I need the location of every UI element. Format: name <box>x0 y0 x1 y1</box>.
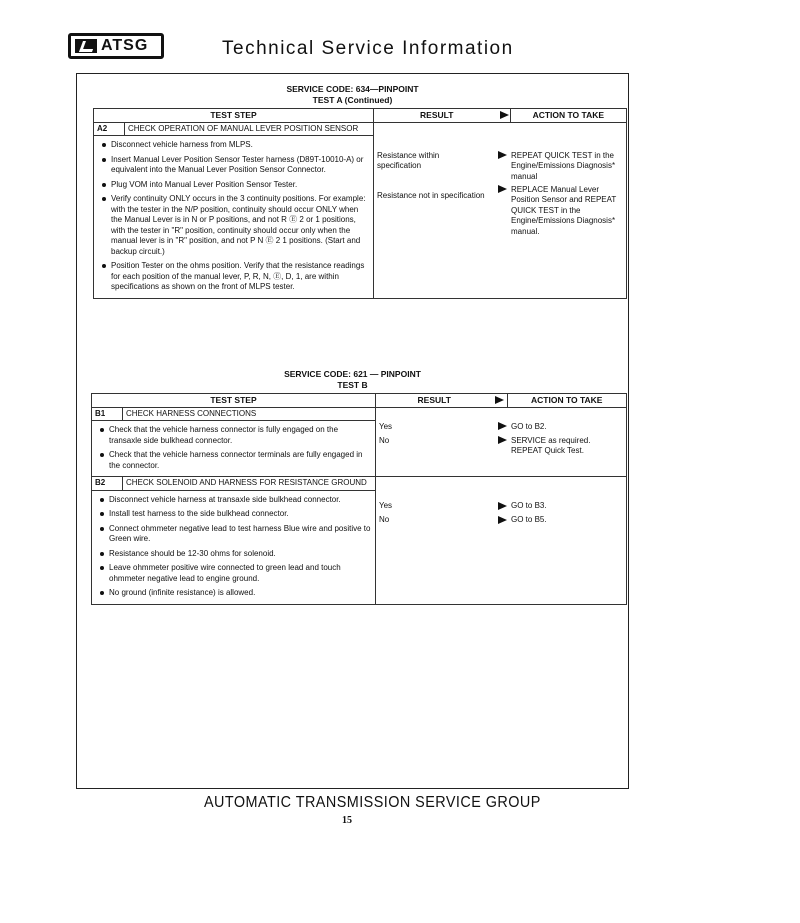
bullet-item: Disconnect vehicle harness at transaxle side bulkhead connector. <box>109 495 372 506</box>
test-a-name: TEST A (Continued) <box>312 95 393 105</box>
service-code-b-label: SERVICE CODE: 621 — PINPOINT <box>284 369 421 379</box>
arrows-column <box>483 422 511 461</box>
actions-column <box>511 151 623 242</box>
bullet-list <box>95 425 372 471</box>
bullet-item: Connect ohmmeter negative lead to test harness Blue wire and positive to Green wire. <box>109 523 371 543</box>
col-test-step: TEST STEP <box>92 394 376 408</box>
logo-text: ATSG <box>101 37 149 54</box>
arrow-icon <box>500 111 509 119</box>
bullet-item: Check that the vehicle harness connector terminals are fully engaged in the connector. <box>109 450 372 471</box>
arrow-icon <box>498 502 507 510</box>
step-id: B2 <box>92 477 123 491</box>
bullet-item: No ground (infinite resistance) is allowed. <box>109 588 372 599</box>
service-code-a <box>76 84 629 106</box>
col-action: ACTION TO TAKE <box>507 394 627 408</box>
results-column <box>377 151 485 242</box>
result-action-group <box>377 151 623 242</box>
arrow-icon <box>498 436 507 444</box>
col-result-label: RESULT <box>420 110 454 120</box>
bullet-item: Position Tester on the ohms position. Verify that the resistance readings for each position of the manual lever, P, R, N, Ⓔ, D, 1, are within specifications as shown on the front of MLPS tester. <box>111 261 370 293</box>
bullet-item: Leave ohmmeter positive wire connected to green lead and touch ohmmeter negative lead to engine ground. <box>109 563 372 584</box>
result-item: Resistance not in specification <box>377 190 485 200</box>
step-id: B1 <box>92 407 123 421</box>
arrow-icon <box>498 185 507 193</box>
bullet-item: Plug VOM into Manual Lever Position Sensor Tester. <box>111 180 370 191</box>
arrow-icon <box>498 151 507 159</box>
bullet-item: Disconnect vehicle harness from MLPS. <box>111 140 370 151</box>
page-number: 15 <box>342 815 352 826</box>
result-item: No <box>379 515 390 524</box>
step-row-a2 <box>94 122 627 136</box>
step-title: CHECK HARNESS CONNECTIONS <box>123 407 376 421</box>
footer-org: AUTOMATIC TRANSMISSION SERVICE GROUP <box>204 794 541 811</box>
arrow-header <box>499 109 510 123</box>
step-bullets-cell <box>92 421 376 477</box>
step-id: A2 <box>94 122 125 136</box>
step-bullets-cell <box>94 136 374 299</box>
action-item: GO to B3. <box>511 501 547 510</box>
result-action-group <box>379 422 623 461</box>
bullet-list <box>97 140 370 293</box>
arrow-icon <box>498 422 507 430</box>
test-a-table <box>93 108 627 299</box>
bullet-list <box>95 495 372 599</box>
action-item: GO to B5. <box>511 515 547 524</box>
result-item: Resistance within specification <box>377 150 440 170</box>
col-result <box>374 109 500 123</box>
results-column <box>379 501 483 530</box>
arrows-column <box>483 501 511 530</box>
test-b-name: TEST B <box>337 380 368 390</box>
result-action-cell <box>376 477 627 605</box>
result-item: No <box>379 435 390 445</box>
test-a-header-row <box>94 109 627 123</box>
results-column <box>379 422 483 461</box>
bullet-item: Verify continuity ONLY occurs in the 3 continuity positions. For example: with the tester in the N/P position, continuity should occur ONLY when the Manual Lever is in N or P positions, and not R Ⓔ 2 or 1 positions, with the tester in "R" position, continuity should occur only when the manual lever is in "R" position, and not P N Ⓔ 2 1 positions. (Start and backup circuit.) <box>111 194 370 257</box>
arrows-column <box>485 151 511 242</box>
result-action-cell <box>376 407 627 477</box>
bullet-item: Insert Manual Lever Position Sensor Tester harness (D89T-10010-A) or equivalent into the Manual Lever Position Sensor Connector. <box>111 155 370 176</box>
atsg-logo <box>68 33 164 59</box>
arrow-header <box>492 394 507 408</box>
result-item: Yes <box>379 421 393 431</box>
page-title: Technical Service Information <box>222 38 514 59</box>
service-code-a-label: SERVICE CODE: 634—PINPOINT <box>286 84 419 94</box>
step-row-b1 <box>92 407 627 421</box>
step-bullets-cell <box>92 490 376 604</box>
checkmark-icon <box>75 39 97 53</box>
result-item: Yes <box>379 501 393 510</box>
action-item: REPLACE Manual Lever Position Sensor and REPEAT QUICK TEST in the Engine/Emissions Diagnosis* manual. <box>511 184 617 236</box>
step-title: CHECK SOLENOID AND HARNESS FOR RESISTANCE GROUND <box>123 477 376 491</box>
bullet-item: Resistance should be 12-30 ohms for solenoid. <box>109 549 372 560</box>
step-row-b2 <box>92 477 627 491</box>
col-result <box>376 394 493 408</box>
col-test-step: TEST STEP <box>94 109 374 123</box>
action-item: SERVICE as required. REPEAT Quick Test. <box>511 435 591 455</box>
actions-column <box>511 501 623 530</box>
result-action-group <box>379 501 623 530</box>
test-b-table <box>91 393 627 605</box>
action-item: GO to B2. <box>511 421 547 431</box>
bullet-item: Install test harness to the side bulkhead connector. <box>109 509 372 520</box>
col-action: ACTION TO TAKE <box>510 109 626 123</box>
service-code-b <box>76 369 629 391</box>
col-result-label: RESULT <box>417 395 451 405</box>
step-title: CHECK OPERATION OF MANUAL LEVER POSITION SENSOR <box>125 122 374 136</box>
arrow-icon <box>495 396 504 404</box>
action-item: REPEAT QUICK TEST in the Engine/Emissions Diagnosis* manual <box>511 150 616 181</box>
result-action-cell <box>374 122 627 298</box>
footer-rule <box>76 788 629 789</box>
arrow-icon <box>498 516 507 524</box>
bullet-item: Check that the vehicle harness connector is fully engaged on the transaxle side bulkhead connector. <box>109 425 372 446</box>
test-b-header-row <box>92 394 627 408</box>
actions-column <box>511 422 623 461</box>
